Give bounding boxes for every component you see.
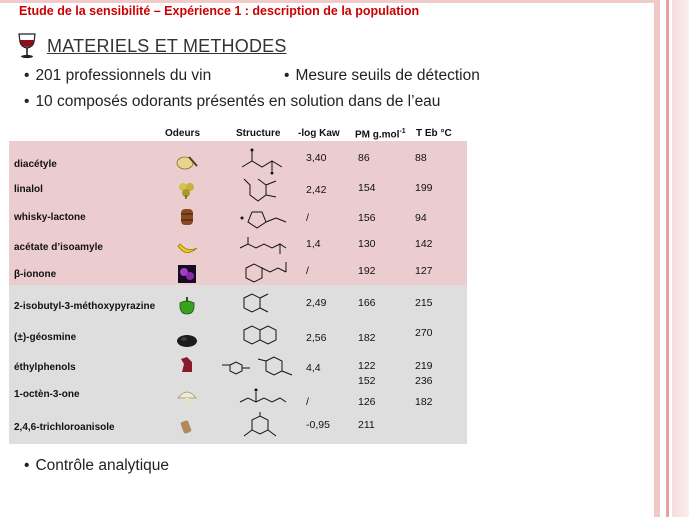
teb-value: 199	[415, 182, 433, 194]
teb-value: 219	[415, 360, 433, 372]
column-header-teb: T Eb °C	[416, 128, 452, 139]
butter-icon	[176, 153, 198, 171]
teb-value: 88	[415, 152, 427, 164]
bullet-text: Mesure seuils de détection	[295, 67, 480, 84]
teb-value: 127	[415, 265, 433, 277]
green-pepper-icon	[176, 297, 198, 315]
molecule-structure	[236, 258, 290, 288]
soil-icon	[176, 330, 198, 348]
molecule-structure	[236, 412, 290, 442]
section-title-row	[16, 33, 287, 59]
bullet-symbol: •	[24, 67, 30, 84]
wine-glass-icon	[16, 33, 38, 59]
pm-value: 154	[358, 182, 376, 194]
pm-value: 126	[358, 396, 376, 408]
teb-value: 236	[415, 375, 433, 387]
compound-name: éthylphenols	[14, 362, 76, 373]
pm-value: 152	[358, 375, 376, 387]
bullet-symbol: •	[24, 93, 30, 110]
cork-icon	[176, 418, 198, 436]
teb-value: 182	[415, 396, 433, 408]
column-header-pm: PM g.mol$^{-1}$	[355, 128, 406, 141]
bullet-symbol: •	[284, 67, 290, 84]
bullet-item	[24, 93, 440, 111]
compound-name: β-ionone	[14, 269, 57, 280]
column-header-odeurs: Odeurs	[165, 128, 201, 139]
bullet-item	[24, 67, 211, 85]
logkaw-value: /	[306, 396, 309, 408]
molecule-structure	[236, 322, 290, 352]
slide-header: Etude de la sensibilité – Expérience 1 : description de la population	[19, 4, 420, 18]
column-header-logkaw: -log Kaw	[298, 128, 340, 139]
pm-value: 211	[358, 419, 375, 431]
top-border	[0, 0, 654, 3]
compound-name: 2,4,6-trichloroanisole	[14, 422, 115, 433]
logkaw-value: 2,49	[306, 297, 327, 309]
compound-name: 1-octèn-3-one	[14, 389, 80, 400]
teb-value: 94	[415, 212, 427, 224]
molecule-structure	[222, 353, 298, 383]
molecule-structure	[236, 290, 290, 320]
right-rail	[654, 0, 660, 517]
logkaw-value: 1,4	[306, 238, 321, 250]
bullet-text: 201 professionnels du vin	[35, 67, 212, 84]
teb-value: 215	[415, 297, 433, 309]
violet-flower-icon	[176, 265, 198, 283]
right-rail	[672, 0, 689, 517]
pm-value: 166	[358, 297, 376, 309]
compound-name: acétate d’isoamyle	[14, 242, 103, 253]
pm-value: 122	[358, 360, 376, 372]
logkaw-value: 2,42	[306, 184, 327, 196]
compound-name: whisky-lactone	[14, 212, 86, 223]
logkaw-value: 4,4	[306, 362, 321, 374]
barrel-icon	[176, 208, 198, 226]
molecule-structure	[236, 175, 290, 205]
compound-name: linalol	[14, 184, 43, 195]
pm-value: 130	[358, 238, 376, 250]
teb-value: 270	[415, 327, 433, 339]
bullet-text: 10 composés odorants présentés en solution dans de l’eau	[35, 93, 441, 110]
column-header-structure: Structure	[236, 128, 281, 139]
section-title: MATERIELS ET METHODES	[47, 35, 287, 56]
teb-value: 142	[415, 238, 433, 250]
logkaw-value: -0,95	[306, 419, 330, 431]
logkaw-value: 3,40	[306, 152, 327, 164]
horse-icon	[176, 356, 198, 374]
banana-icon	[176, 240, 198, 258]
compound-name: (±)-géosmine	[14, 332, 77, 343]
compound-name: diacétyle	[14, 159, 57, 170]
bullet-symbol: •	[24, 457, 30, 474]
mushroom-icon	[176, 388, 198, 406]
logkaw-value: /	[306, 212, 309, 224]
bullet-text: Contrôle analytique	[35, 457, 169, 474]
molecule-structure	[236, 204, 290, 234]
pm-value: 86	[358, 152, 370, 164]
flower-cluster-icon	[176, 181, 198, 199]
pm-value: 192	[358, 265, 376, 277]
pm-value: 182	[358, 332, 376, 344]
compound-name: 2-isobutyl-3-méthoxypyrazine	[14, 301, 156, 312]
molecule-structure	[236, 147, 290, 177]
logkaw-value: /	[306, 265, 309, 277]
right-rail	[666, 0, 669, 517]
bullet-item	[284, 67, 480, 85]
bullet-item	[24, 457, 169, 475]
pm-value: 156	[358, 212, 376, 224]
logkaw-value: 2,56	[306, 332, 327, 344]
